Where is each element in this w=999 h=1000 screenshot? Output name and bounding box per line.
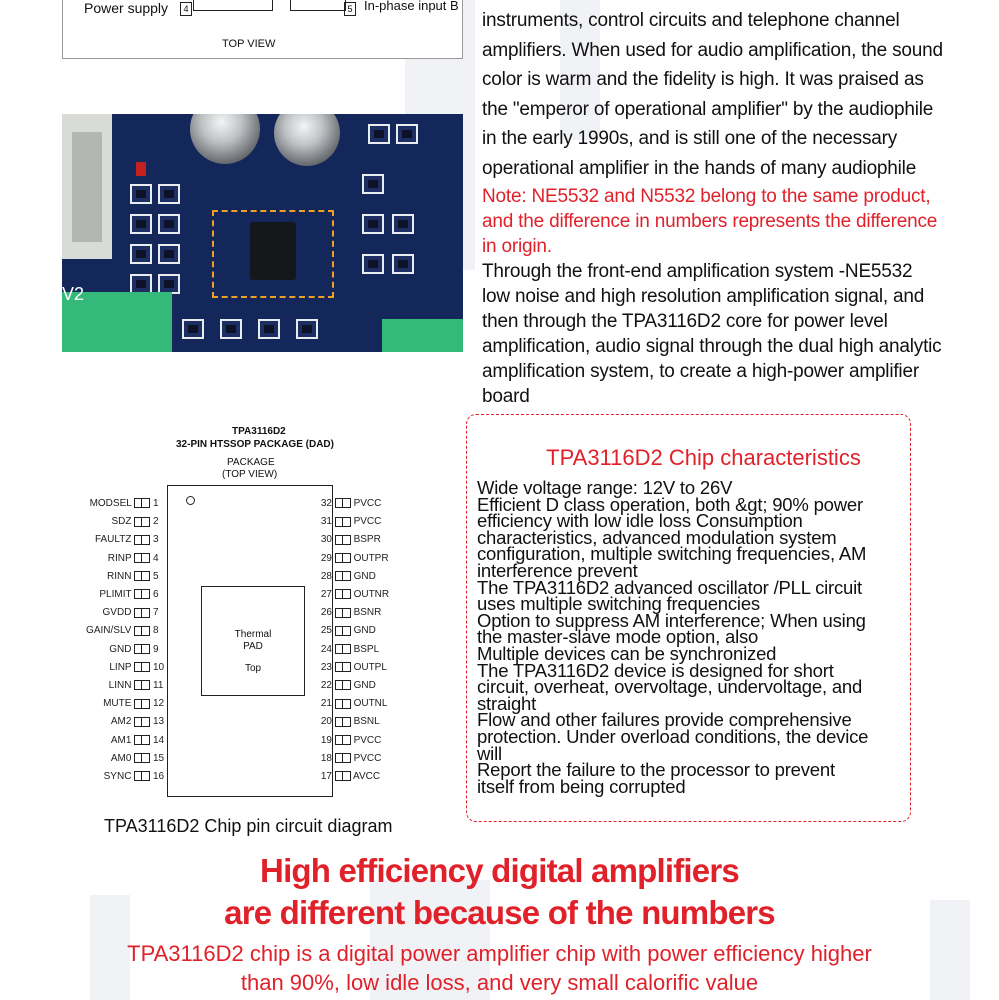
power-supply-label: Power supply <box>84 0 169 16</box>
characteristic-line: itself from being corrupted <box>477 775 686 797</box>
left-pin-row <box>111 516 167 527</box>
pin-number: 9 <box>153 643 159 655</box>
smd-component <box>130 184 152 204</box>
pin-number: 26 <box>320 607 332 619</box>
pin-pad <box>134 644 150 654</box>
smd-component <box>220 319 242 339</box>
smd-component <box>362 174 384 194</box>
pin-name: PLIMIT <box>99 589 132 600</box>
pin-number: 17 <box>320 771 332 782</box>
thermal-pad <box>201 586 305 696</box>
system-line: low noise and high resolution amplification signal, and <box>482 286 925 307</box>
pin-number: 22 <box>320 680 332 691</box>
pin-name: OUTPR <box>353 552 389 564</box>
pin-name: RINN <box>106 570 132 582</box>
pin-pad <box>335 498 351 508</box>
origin-note <box>482 184 982 259</box>
pin-number: 3 <box>153 534 159 546</box>
chip-outline-right <box>290 0 346 11</box>
right-pin-row <box>318 534 381 545</box>
smd-component <box>296 319 318 339</box>
pin-pad <box>335 589 351 599</box>
left-pin-row <box>111 716 167 727</box>
left-pin-row <box>86 625 167 636</box>
headline-line1: High efficiency digital amplifiers <box>260 852 739 889</box>
pin-number: 10 <box>153 661 165 673</box>
pin-number: 23 <box>320 661 332 673</box>
characteristic-line: Wide voltage range: 12V to 26V <box>477 477 733 498</box>
left-pin-row <box>104 771 167 782</box>
pin-number: 21 <box>320 698 332 710</box>
smd-component <box>130 214 152 234</box>
pin-diagram-caption: TPA3116D2 Chip pin circuit diagram <box>104 816 393 836</box>
characteristic-line: The TPA3116D2 advanced oscillator /PLL circuit <box>477 576 862 598</box>
pin-name: SDZ <box>111 516 132 528</box>
intro-line: color is warm and the fidelity is high. It was praised as <box>482 69 924 90</box>
pin-pad <box>134 571 150 581</box>
pin-number: 12 <box>153 698 165 710</box>
left-pin-row <box>107 571 167 582</box>
pin-diagram-view-line2: (TOP VIEW) <box>222 469 278 480</box>
pin-name: BSPL <box>353 643 380 655</box>
pin-number: 25 <box>320 625 332 637</box>
right-pin-row <box>318 589 389 600</box>
pin-pad <box>335 717 351 727</box>
pin-name: SYNC <box>103 771 132 782</box>
pin-name: BSPR <box>353 534 381 546</box>
left-pin-row <box>103 607 167 618</box>
pin-pad <box>134 662 150 672</box>
right-pin-row <box>318 716 380 727</box>
left-pin-row <box>111 735 167 746</box>
pin-number: 18 <box>320 752 332 764</box>
intro-paragraph <box>482 6 982 183</box>
smd-component <box>182 319 204 339</box>
pin-name: AVCC <box>353 771 381 782</box>
pin-number: 4 <box>153 552 159 564</box>
pin1-marker <box>186 496 195 505</box>
pin-name: GVDD <box>102 607 132 619</box>
top-view-label: TOP VIEW <box>222 38 276 50</box>
pin-pad <box>335 553 351 563</box>
system-line: board <box>482 386 530 407</box>
pin-number: 20 <box>320 716 332 728</box>
pin-pad <box>335 644 351 654</box>
smd-component <box>158 184 180 204</box>
pin-name: PVCC <box>353 516 382 528</box>
terminal-block <box>382 319 463 352</box>
right-pin-row <box>318 571 376 582</box>
pin-name: AM2 <box>110 716 132 728</box>
pin-pad <box>335 535 351 545</box>
characteristic-line: Flow and other failures provide comprehensive <box>477 709 852 731</box>
characteristic-line: Multiple devices can be synchronized <box>477 642 777 664</box>
pin-name: FAULTZ <box>94 534 132 546</box>
note-line: in origin. <box>482 236 552 257</box>
pin-name: GND <box>109 643 132 655</box>
characteristic-line: Report the failure to the processor to prevent <box>477 759 835 781</box>
left-pin-row <box>109 644 167 655</box>
system-line: then through the TPA3116D2 core for power level <box>482 311 888 332</box>
in-phase-input-label: In-phase input B <box>364 0 459 13</box>
smd-component <box>258 319 280 339</box>
right-pin-row <box>318 644 379 655</box>
smd-component <box>368 124 390 144</box>
headline-line2: are different because of the numbers <box>224 894 775 931</box>
pin-name: GND <box>353 680 376 691</box>
right-pin-row <box>318 553 389 564</box>
pin-number: 24 <box>320 643 332 655</box>
pin-number: 31 <box>320 516 332 528</box>
pin-pad <box>335 662 351 672</box>
pin-pad <box>134 535 150 545</box>
pin-name: PVCC <box>353 498 382 509</box>
pin-number: 14 <box>153 734 165 746</box>
pin-name: RINP <box>107 552 132 564</box>
thermal-pad-line3: Top <box>244 663 262 674</box>
right-pin-row <box>318 680 376 691</box>
right-pin-row <box>318 698 387 709</box>
intro-line: instruments, control circuits and telephone channel <box>482 10 900 31</box>
pin-number: 11 <box>153 680 164 691</box>
pin-pad <box>335 753 351 763</box>
pin-number: 2 <box>153 516 159 528</box>
pin-number: 28 <box>320 570 332 582</box>
characteristic-line: efficiency with low idle loss Consumption <box>477 510 803 532</box>
headline-sub1: TPA3116D2 chip is a digital power amplifier chip with power efficiency higher <box>127 941 872 966</box>
pin-5-box: 5 <box>344 2 356 16</box>
pin-diagram-chip-name: TPA3116D2 <box>232 426 286 437</box>
pin-name: AM1 <box>110 734 132 746</box>
pin-name: OUTNR <box>353 589 390 600</box>
left-pin-row <box>90 498 167 509</box>
left-pin-row <box>109 662 167 673</box>
pin-pad <box>134 498 150 508</box>
right-pin-row <box>318 498 381 509</box>
system-line: Through the front-end amplification system -NE5532 <box>482 261 913 282</box>
board-label: V2 <box>62 284 85 304</box>
system-paragraph <box>482 259 992 409</box>
smd-component <box>130 274 152 294</box>
pin-number: 16 <box>153 771 165 782</box>
pin-pad <box>134 608 150 618</box>
pin-number: 7 <box>153 607 159 619</box>
smd-component <box>392 214 414 234</box>
pin-pad <box>134 589 150 599</box>
pin-diagram-view-line1: PACKAGE <box>227 457 275 468</box>
characteristic-line: The TPA3116D2 device is designed for short <box>477 659 834 681</box>
pin-number: 6 <box>153 589 159 600</box>
characteristic-line: the master-slave mode option, also <box>477 626 759 648</box>
intro-line: operational amplifier in the hands of many audiophile <box>482 157 917 179</box>
thermal-pad-line2: PAD <box>243 641 263 652</box>
intro-line: the "emperor of operational amplifier" by the audiophile <box>482 98 934 120</box>
intro-line: in the early 1990s, and is still one of the necessary <box>482 128 898 149</box>
smd-component <box>158 274 180 294</box>
right-pin-row <box>318 516 381 527</box>
characteristic-line: protection. Under overload conditions, the device <box>477 725 869 747</box>
pcb-photo <box>62 114 463 352</box>
pin-pad <box>134 717 150 727</box>
characteristic-line: straight <box>477 692 537 714</box>
pin-name: BSNL <box>353 716 380 728</box>
left-pin-row <box>108 553 167 564</box>
pin-name: LINP <box>109 661 132 673</box>
characteristic-line: circuit, overheat, overvoltage, undervoltage, and <box>477 676 863 698</box>
pin-name: OUTPL <box>353 661 387 673</box>
pin-name: GND <box>353 625 376 637</box>
pin-name: MODSEL <box>89 498 132 509</box>
left-pin-row <box>111 753 167 764</box>
pin-pad <box>335 699 351 709</box>
pin-name: GAIN/SLV <box>86 625 132 637</box>
pin-pad <box>335 771 351 781</box>
pin-name: BSNR <box>353 607 382 619</box>
left-pin-row <box>99 589 167 600</box>
pin-name: PVCC <box>353 752 382 764</box>
left-pin-row <box>109 680 167 691</box>
right-pin-row <box>318 753 381 764</box>
pin-pad <box>335 680 351 690</box>
pin-number: 32 <box>320 498 332 509</box>
pin-pad <box>134 735 150 745</box>
pin-pad <box>335 517 351 527</box>
left-pin-row <box>95 534 167 545</box>
smd-component <box>362 254 384 274</box>
pin-number: 13 <box>153 716 165 728</box>
system-line: amplification system, to create a high-power amplifier <box>482 361 919 382</box>
smd-component <box>158 244 180 264</box>
thermal-pad-line1: Thermal <box>234 629 272 640</box>
right-pin-row <box>318 607 381 618</box>
capacitor <box>274 114 340 166</box>
characteristic-line: Option to suppress AM interference; When using <box>477 609 866 631</box>
pin-name: LINN <box>108 680 132 691</box>
pin-name: GND <box>353 570 376 582</box>
smd-component <box>158 214 180 234</box>
smd-component <box>130 244 152 264</box>
right-pin-row <box>318 662 387 673</box>
pin-4-box: 4 <box>180 2 192 16</box>
pin-pad <box>134 753 150 763</box>
pin-number: 30 <box>320 534 332 546</box>
characteristic-line: uses multiple switching frequencies <box>477 593 760 615</box>
pin-name: MUTE <box>103 698 132 710</box>
smd-component <box>362 214 384 234</box>
characteristics-title: TPA3116D2 Chip characteristics <box>546 445 861 470</box>
left-pin-row <box>103 698 167 709</box>
pin-pad <box>134 699 150 709</box>
led <box>136 162 146 176</box>
pin-name: AM0 <box>110 752 132 764</box>
pin-pad <box>335 571 351 581</box>
connector-slot <box>72 132 102 242</box>
note-line: Note: NE5532 and N5532 belong to the same product, <box>482 186 931 207</box>
right-pin-row <box>318 735 381 746</box>
pin-number: 5 <box>153 570 159 582</box>
pin-number: 15 <box>153 752 165 764</box>
pin-number: 29 <box>320 552 332 564</box>
characteristics-list <box>477 477 907 797</box>
pin-pad <box>134 626 150 636</box>
pin-name: PVCC <box>353 734 382 746</box>
pin-pad <box>134 553 150 563</box>
pin-number: 19 <box>320 734 332 746</box>
ne5532-chip <box>250 222 296 280</box>
smd-component <box>396 124 418 144</box>
pin-pad <box>335 608 351 618</box>
system-line: amplification, audio signal through the dual high analytic <box>482 336 942 357</box>
pin-number: 1 <box>153 498 159 509</box>
note-line: and the difference in numbers represents the difference <box>482 211 938 232</box>
headline-sub2: than 90%, low idle loss, and very small calorific value <box>240 970 759 995</box>
pin-pad <box>335 626 351 636</box>
pin-pad <box>335 735 351 745</box>
intro-line: amplifiers. When used for audio amplification, the sound <box>482 39 943 61</box>
smd-component <box>392 254 414 274</box>
capacitor <box>190 114 260 164</box>
characteristic-line: interference prevent <box>477 559 638 581</box>
right-pin-row <box>318 625 376 636</box>
chip-outline-left <box>193 0 273 11</box>
pin-diagram-package: 32-PIN HTSSOP PACKAGE (DAD) <box>176 439 334 450</box>
pin-pad <box>134 771 150 781</box>
characteristic-line: configuration, multiple switching frequencies, AM <box>477 543 867 565</box>
characteristic-line: characteristics, advanced modulation system <box>477 526 837 548</box>
right-pin-row <box>318 771 380 782</box>
pin-name: OUTNL <box>353 698 388 710</box>
characteristic-line: will <box>477 742 502 764</box>
pin-number: 8 <box>153 625 159 637</box>
pin-pad <box>134 517 150 527</box>
pin-number: 27 <box>320 589 332 600</box>
pin-pad <box>134 680 150 690</box>
characteristic-line: Efficient D class operation, both &gt; 90% power <box>477 493 863 515</box>
